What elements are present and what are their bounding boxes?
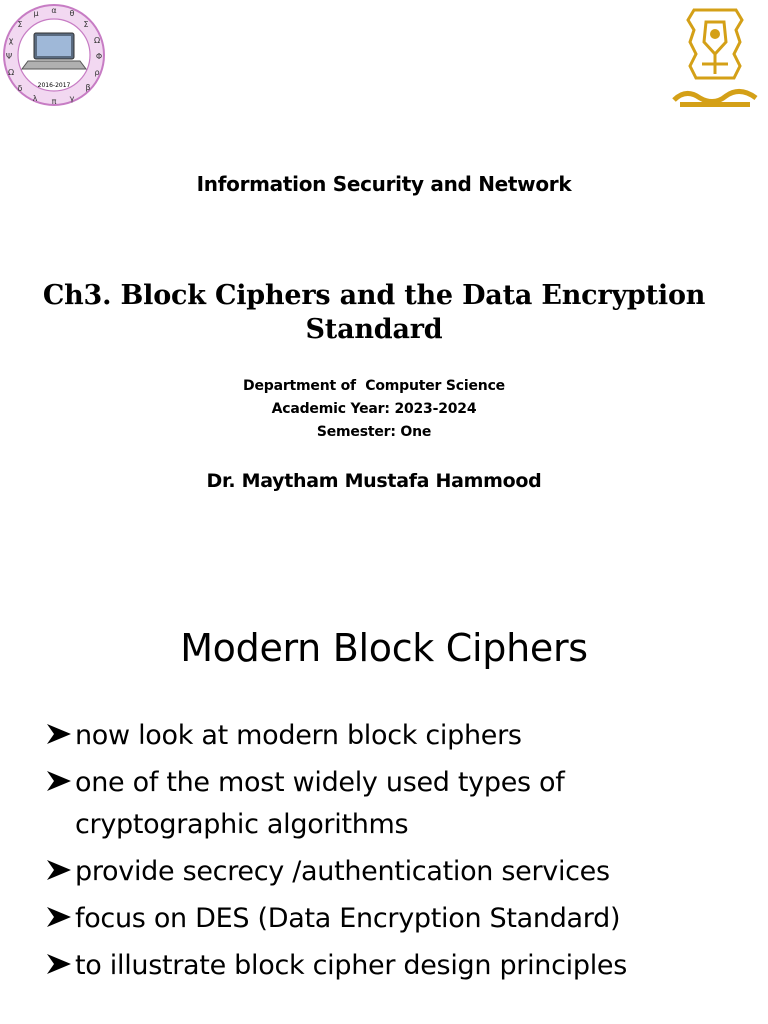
slide-title: Modern Block Ciphers: [180, 626, 588, 670]
svg-text:Φ: Φ: [95, 52, 103, 61]
bullet-item: [46, 945, 746, 987]
department-logo-icon: [2, 3, 106, 107]
bullet-text: one of the most widely used types of cryptographic algorithms: [75, 767, 565, 840]
svg-text:χ: χ: [8, 36, 14, 45]
bullet-text: to illustrate block cipher design principles: [75, 950, 627, 981]
bullet-text: now look at modern block ciphers: [75, 720, 522, 751]
svg-text:ρ: ρ: [94, 68, 100, 77]
svg-text:β: β: [85, 83, 91, 92]
bullet-item: [46, 898, 746, 940]
university-logo-icon: [666, 2, 764, 114]
arrow-bullet-icon: [46, 952, 72, 976]
arrow-bullet-icon: [46, 769, 72, 793]
svg-text:Ψ: Ψ: [5, 52, 13, 61]
bullet-item: [46, 715, 746, 757]
svg-text:Ω: Ω: [7, 68, 15, 77]
course-info: [0, 375, 748, 444]
semester-line: Semester: One: [316, 424, 432, 440]
arrow-bullet-icon: [46, 858, 72, 882]
svg-text:Ω: Ω: [93, 36, 101, 45]
bullet-text: focus on DES (Data Encryption Standard): [75, 903, 621, 934]
bullet-item: [46, 851, 746, 893]
bullet-list: [46, 715, 746, 992]
arrow-bullet-icon: [46, 722, 72, 746]
logo-year: 2016-2017: [37, 82, 71, 89]
chapter-title: Ch3. Block Ciphers and the Data Encryption Standard: [42, 280, 706, 345]
academic-year-line: Academic Year: 2023-2024: [271, 401, 477, 417]
svg-text:Σ: Σ: [17, 20, 23, 29]
svg-text:π: π: [51, 97, 57, 106]
svg-text:δ: δ: [17, 84, 23, 93]
author-name: Dr. Maytham Mustafa Hammood: [206, 470, 542, 492]
svg-text:Σ: Σ: [83, 20, 89, 29]
bullet-text: provide secrecy /authentication services: [75, 856, 610, 887]
subject-title: Information Security and Network: [196, 172, 572, 196]
svg-text:γ: γ: [69, 94, 75, 103]
bullet-item: [46, 762, 746, 846]
department-line: Department of Computer Science: [243, 378, 505, 394]
svg-text:μ: μ: [33, 9, 39, 18]
svg-text:λ: λ: [32, 94, 38, 103]
arrow-bullet-icon: [46, 905, 72, 929]
svg-text:θ: θ: [69, 9, 75, 18]
svg-text:α: α: [51, 6, 57, 15]
